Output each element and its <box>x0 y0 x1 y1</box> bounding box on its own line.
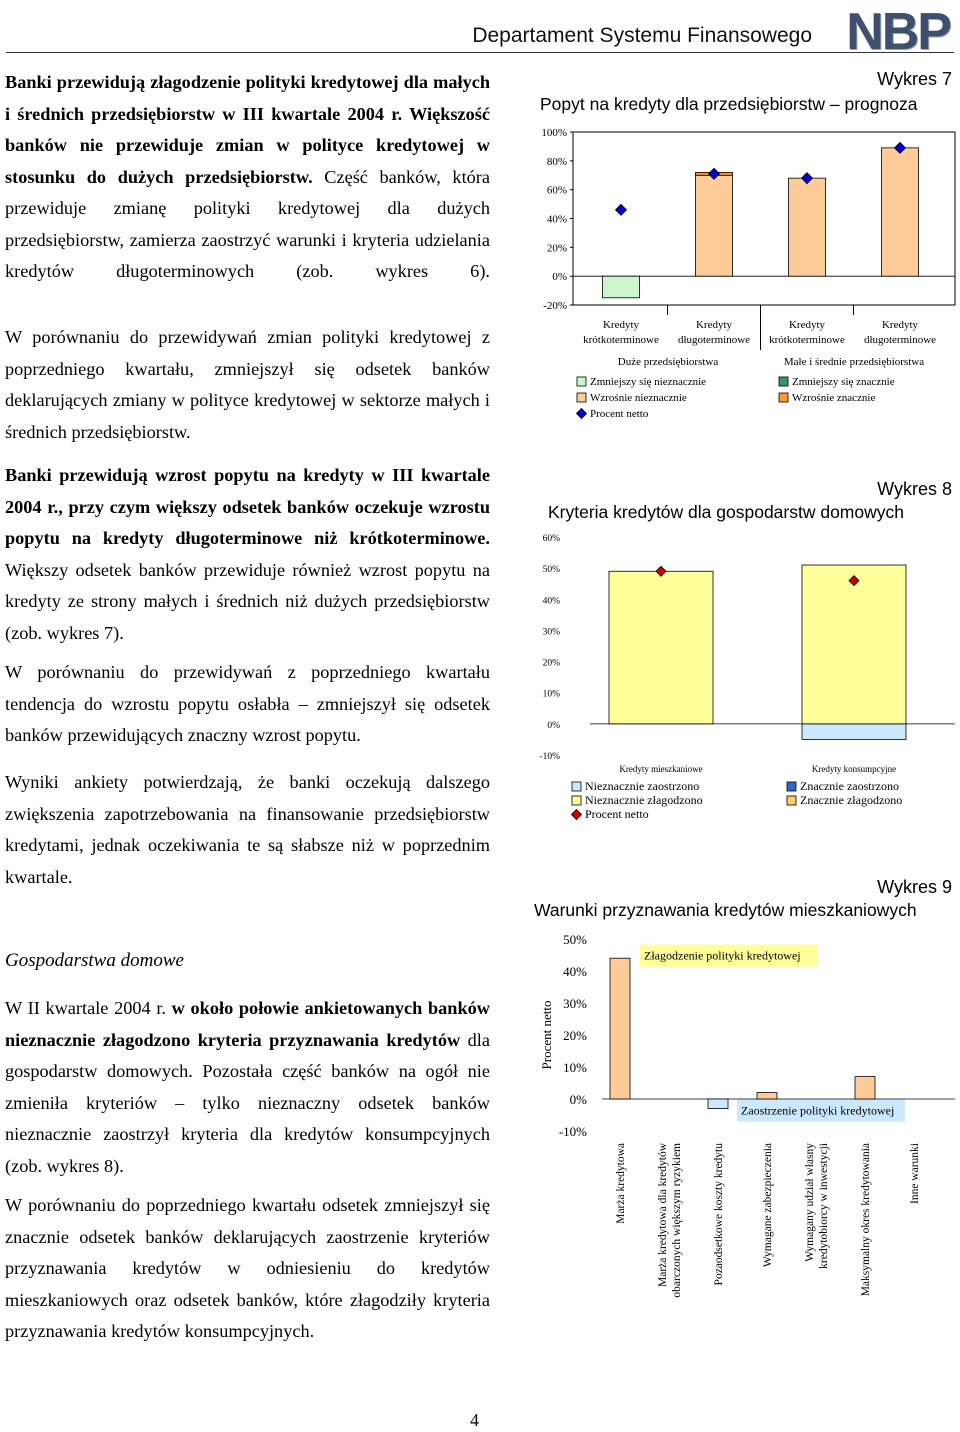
chart9-ytick-label: -10% <box>558 1124 587 1139</box>
chart7-category-label: Kredyty <box>695 319 733 331</box>
chart7-legend-label: Zmniejszy się znacznie <box>792 376 895 388</box>
chart7-category-label: Kredyty <box>881 319 919 331</box>
chart7-legend-swatch <box>779 377 788 386</box>
chart7-group-label: Małe i średnie przedsiębiorstwa <box>783 356 925 368</box>
chart9-bar <box>610 958 630 1099</box>
chart7-number: Wykres 7 <box>877 69 952 89</box>
chart9-category-label: Marża kredytowa dla kredytów <box>657 1143 669 1288</box>
paragraph-1 <box>5 67 490 288</box>
chart7-ytick-label: 0% <box>552 271 567 284</box>
chart8-ytick-label: 60% <box>542 534 560 544</box>
chart8-legend-label: Procent netto <box>585 807 649 821</box>
chart8-legend-label: Znacznie złagodzono <box>800 793 903 807</box>
paragraph-2-body: W porównaniu do przewidywań zmian polityki kredytowej z poprzedniego kwartału, zmniejszył się odsetek banków deklarujących zmiany w polityce kredytowej w sektorze małych i średnich przedsiębiorstw. <box>5 327 490 442</box>
chart8-ytick-label: 40% <box>542 596 560 607</box>
chart9-category-label: obarczonych większym ryzykiem <box>671 1143 683 1298</box>
chart7-category-label: krótkoterminowe <box>583 334 659 346</box>
chart8-ytick-label: 0% <box>547 720 560 731</box>
paragraph-7-intro: W II kwartale 2004 r. <box>5 998 172 1018</box>
paragraph-8-body: W porównaniu do poprzedniego kwartału odsetek zmniejszył się znacznie odsetek banków deklarujących zaostrzenie kryteriów przyznawania kredytów w odniesieniu do kredytów mieszkaniowych oraz odsetek banków, które złagodziły kryteria przyznawania kredytów konsumpcyjnych. <box>5 1195 490 1341</box>
paragraph-1-lead: Banki przewidują złagodzenie polityki kredytowej dla małych i średnich przedsiębiorstw w III kwartale 2004 r. Większość banków nie przewiduje zmian w polityce kredytowej w stosunku do dużych przedsiębiorstw. <box>5 72 490 187</box>
chart7-svg <box>530 120 960 430</box>
chart7-category-label: Kredyty <box>788 319 826 331</box>
paragraph-8 <box>5 1190 490 1348</box>
paragraph-1-body: Część banków, która przewiduje zmianę polityki kredytowej dla dużych przedsiębiorstw, zamierza zaostrzyć warunki i kryteria udzielania kredytów długoterminowych (zob. wykres 6). <box>5 166 490 281</box>
header-rule <box>6 52 954 53</box>
page-number: 4 <box>470 1410 479 1430</box>
chart7-legend-swatch <box>577 393 586 402</box>
chart9-category-label: kredytobiorcy w inwestycji <box>818 1143 830 1269</box>
chart7-legend-label: Procent netto <box>590 408 649 420</box>
chart9-ytick-label: 30% <box>563 996 587 1011</box>
chart8-ytick-label: 10% <box>542 689 560 700</box>
chart7-ytick-label: 60% <box>546 184 567 197</box>
chart8-bar <box>802 565 906 724</box>
chart7-category-label: krótkoterminowe <box>769 334 845 346</box>
chart7-category-label: długoterminowe <box>863 334 937 346</box>
chart7-legend-swatch <box>577 409 587 419</box>
paragraph-7 <box>5 993 490 1182</box>
paragraph-3-body: Większy odsetek banków przewiduje również wzrost popytu na kredyty ze strony małych i średnich niż dużych przedsiębiorstw (zob. wykres 7). <box>5 559 490 643</box>
chart9-ytick-label: 40% <box>563 964 587 979</box>
chart8-legend-swatch <box>787 782 796 791</box>
chart9-category-label: Pozaodsetkowe koszty kredytu <box>713 1143 725 1286</box>
chart7-legend-swatch <box>577 377 586 386</box>
chart8-ytick-label: -10% <box>539 752 560 762</box>
chart9-category-label: Inne warunki <box>909 1143 921 1204</box>
paragraph-7-body: dla gospodarstw domowych. Pozostała część banków na ogół nie zmieniła kryteriów – tylko nieznaczny odsetek banków nieznacznie zaostrzył kryteria dla kredytów konsumpcyjnych (zob. wykres 8). <box>5 1029 491 1176</box>
section-heading-households: Gospodarstwa domowe <box>5 950 184 971</box>
chart9-ytick-label: 10% <box>563 1060 587 1075</box>
paragraph-4 <box>5 657 490 752</box>
chart9-category-label: Marża kredytowa <box>615 1143 627 1224</box>
chart8-legend-swatch <box>572 796 581 805</box>
chart7-bar <box>882 148 919 276</box>
paragraph-5 <box>5 767 490 893</box>
chart8-bar <box>609 571 713 724</box>
chart7-ytick-label: 100% <box>541 127 567 139</box>
chart7-legend-label: Wzrośnie znacznie <box>792 392 876 404</box>
chart8-svg <box>530 525 960 825</box>
chart9-category-label: Maksymalny okres kredytowania <box>860 1143 872 1297</box>
chart8-title: Kryteria kredytów dla gospodarstw domowych <box>548 502 904 522</box>
chart9-ytick-label: 50% <box>563 932 587 947</box>
chart7-ytick-label: 20% <box>546 242 567 255</box>
chart9-bar <box>855 1077 875 1099</box>
chart8-ytick-label: 50% <box>542 565 560 576</box>
chart8-legend-swatch <box>787 796 796 805</box>
nbp-logo: NBP <box>846 3 950 61</box>
chart7-ytick-label: 40% <box>546 213 567 226</box>
chart7-title: Popyt na kredyty dla przedsiębiorstw – prognoza <box>540 94 918 114</box>
chart9-annotation-bottom: Zaostrzenie polityki kredytowej <box>741 1103 895 1118</box>
chart8-number: Wykres 8 <box>877 479 952 499</box>
chart7-ytick-label: 80% <box>546 155 567 168</box>
chart8-legend-swatch <box>572 810 582 820</box>
paragraph-4-body: W porównaniu do przewidywań z poprzedniego kwartału tendencja do wzrostu popytu osłabła – zmniejszył się odsetek banków przewidujących znaczny wzrost popytu. <box>5 662 490 745</box>
page-header <box>0 0 960 60</box>
chart9-bar <box>708 1099 728 1109</box>
chart9-ytick-label: 20% <box>563 1028 587 1043</box>
chart8-ytick-label: 30% <box>542 627 560 638</box>
chart8-legend-label: Nieznacznie zaostrzono <box>585 779 700 793</box>
chart7-group-label: Duże przedsiębiorstwa <box>617 356 719 368</box>
chart8-bar <box>802 724 906 740</box>
paragraph-3-lead: Banki przewidują wzrost popytu na kredyty w III kwartale 2004 r., przy czym większy odsetek banków oczekuje wzrostu popytu na kredyty długoterminowe niż krótkoterminowe. <box>5 465 490 548</box>
chart7-bar <box>696 175 733 276</box>
chart7-category-label: długoterminowe <box>677 334 751 346</box>
chart9-category-label: Wymagane zabezpieczenia <box>762 1143 774 1268</box>
chart7-bar <box>789 178 826 276</box>
chart7-ytick-label: -20% <box>543 300 567 312</box>
chart7-legend-label: Zmniejszy się nieznacznie <box>590 376 707 388</box>
chart8-legend-swatch <box>572 782 581 791</box>
chart9-ylabel: Procent netto <box>539 1000 554 1070</box>
chart8-category-label: Kredyty konsumpcyjne <box>811 764 897 774</box>
paragraph-3 <box>5 460 490 649</box>
chart7-legend-swatch <box>779 393 788 402</box>
chart7-legend-label: Wzrośnie nieznacznie <box>590 392 687 404</box>
chart7-category-label: Kredyty <box>602 319 640 331</box>
department-name: Departament Systemu Finansowego <box>472 24 812 47</box>
chart8-category-label: Kredyty mieszkaniowe <box>619 764 703 774</box>
chart9-bar <box>757 1093 777 1099</box>
chart8-ytick-label: 20% <box>542 658 560 669</box>
chart9-ytick-label: 0% <box>569 1092 587 1107</box>
paragraph-2 <box>5 322 490 448</box>
chart9-number: Wykres 9 <box>877 877 952 897</box>
paragraph-5-body: Wyniki ankiety potwierdzają, że banki oczekują dalszego zwiększenia zapotrzebowania na finansowanie przedsiębiorstw kredytami, jednak oczekiwania te są słabsze niż w poprzednim kwartale. <box>5 772 490 887</box>
chart9-title: Warunki przyznawania kredytów mieszkaniowych <box>534 900 917 920</box>
chart9-annotation-top: Złagodzenie polityki kredytowej <box>644 948 801 963</box>
chart7-bar <box>603 276 640 298</box>
chart9-category-label: Wymagany udział własny <box>804 1143 816 1262</box>
chart8-legend-label: Znacznie zaostrzono <box>800 779 899 793</box>
chart8-legend-label: Nieznacznie złagodzono <box>585 793 703 807</box>
chart9-svg <box>530 925 960 1330</box>
paragraph-7-lead: w około połowie ankietowanych banków nieznacznie złagodzono kryteria przyznawania kredytów <box>5 998 490 1050</box>
